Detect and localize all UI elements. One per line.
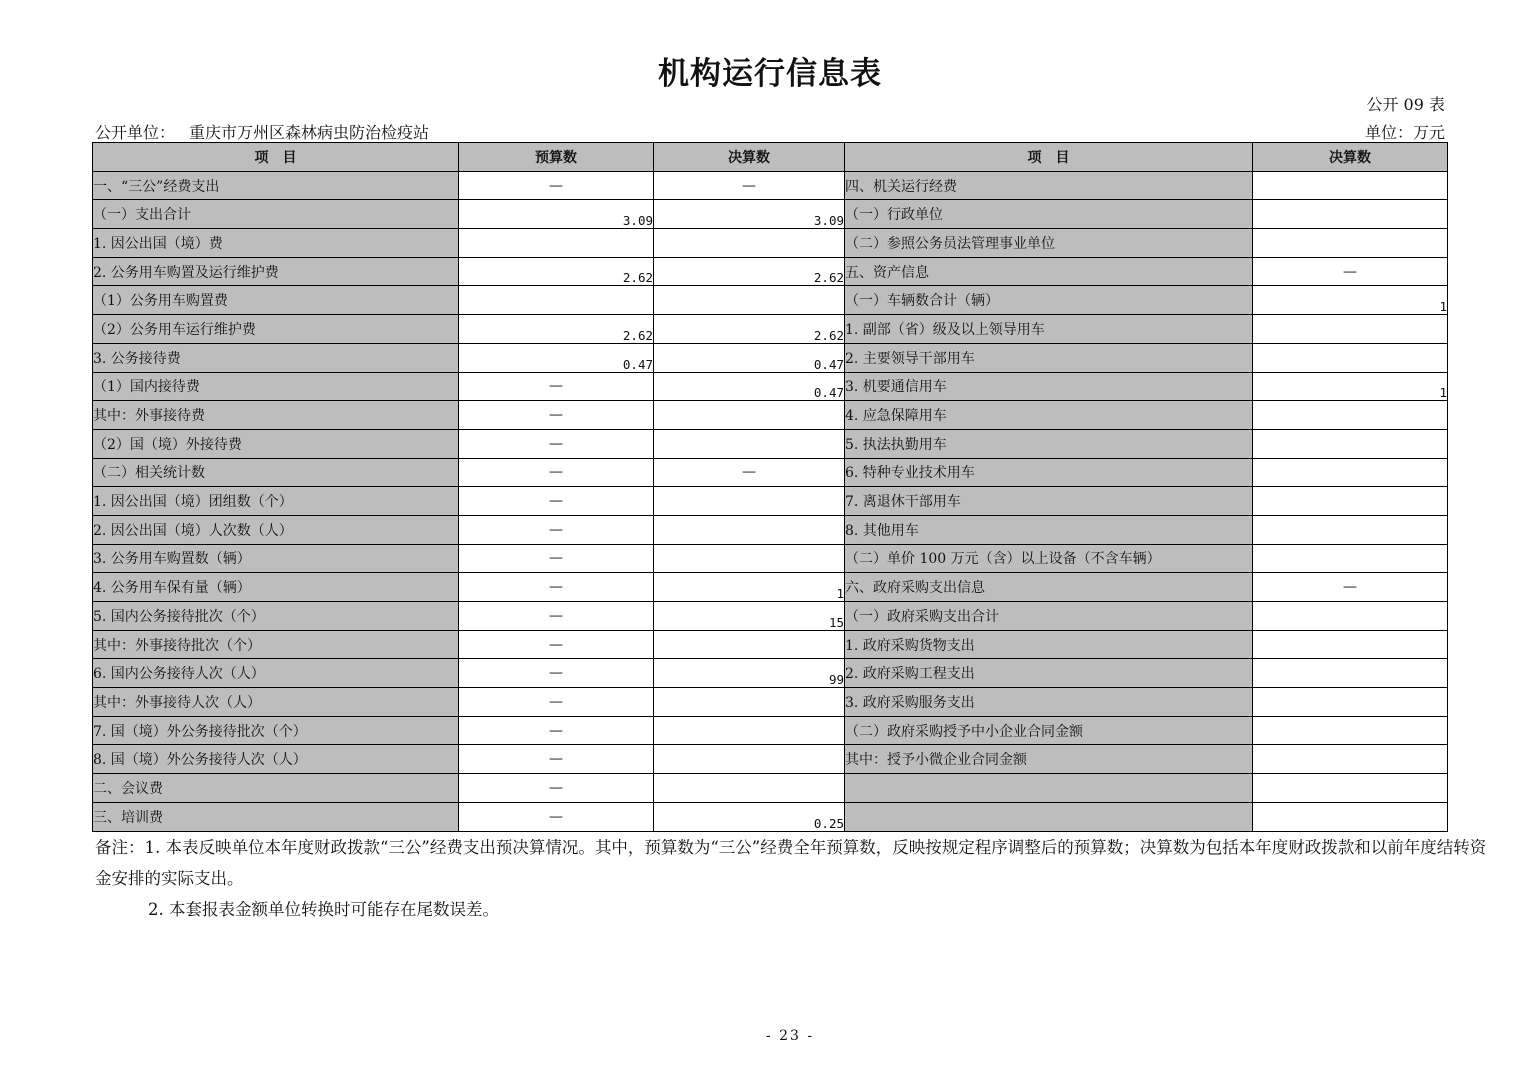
row-budget-cell: — (459, 802, 654, 831)
row-item-right-cell: 7. 离退休干部用车 (845, 487, 1253, 516)
row-final-cell (654, 401, 845, 430)
row-final-cell: — (654, 171, 845, 200)
row-final-right-cell (1253, 315, 1448, 344)
header-budget: 预算数 (459, 143, 654, 172)
row-budget-cell: 0.47 (459, 343, 654, 372)
row-final-right-cell (1253, 343, 1448, 372)
header-final-right: 决算数 (1253, 143, 1448, 172)
row-final-cell (654, 286, 845, 315)
row-item-cell: 3. 公务用车购置数（辆） (93, 544, 459, 573)
row-item-right-cell: 五、资产信息 (845, 257, 1253, 286)
row-item-cell: 其中：外事接待人次（人） (93, 688, 459, 717)
header-item: 项 目 (93, 143, 459, 172)
row-final-cell (654, 745, 845, 774)
row-budget-cell: — (459, 659, 654, 688)
row-final-cell: 2.62 (654, 315, 845, 344)
header-item-right: 项 目 (845, 143, 1253, 172)
table-row (93, 659, 1448, 688)
row-final-right-cell (1253, 659, 1448, 688)
row-final-right-cell (1253, 602, 1448, 631)
row-item-cell: 其中：外事接待费 (93, 401, 459, 430)
table-row (93, 774, 1448, 803)
row-final-cell (654, 774, 845, 803)
table-row (93, 171, 1448, 200)
header-row (93, 143, 1448, 172)
table-row (93, 229, 1448, 258)
row-final-right-cell (1253, 171, 1448, 200)
row-item-right-cell: 3. 政府采购服务支出 (845, 688, 1253, 717)
row-budget-cell: — (459, 774, 654, 803)
table-row (93, 343, 1448, 372)
row-final-cell: 1 (654, 573, 845, 602)
table-row (93, 401, 1448, 430)
row-final-cell (654, 544, 845, 573)
row-item-right-cell: 1. 政府采购货物支出 (845, 630, 1253, 659)
row-budget-cell: 3.09 (459, 200, 654, 229)
row-final-right-cell (1253, 458, 1448, 487)
table-row (93, 429, 1448, 458)
row-item-right-cell: 其中：授予小微企业合同金额 (845, 745, 1253, 774)
row-budget-cell: — (459, 401, 654, 430)
row-final-cell (654, 716, 845, 745)
row-final-cell: — (654, 458, 845, 487)
form-number: 公开 09 表 (1366, 95, 1445, 114)
row-final-right-cell: — (1253, 257, 1448, 286)
row-item-right-cell: 4. 应急保障用车 (845, 401, 1253, 430)
row-final-right-cell: 1 (1253, 372, 1448, 401)
row-budget-cell: — (459, 745, 654, 774)
row-budget-cell: 2.62 (459, 257, 654, 286)
row-budget-cell: — (459, 573, 654, 602)
page-number: - 23 - (765, 1028, 815, 1044)
row-item-cell: （2）公务用车运行维护费 (93, 315, 459, 344)
row-final-cell: 2.62 (654, 257, 845, 286)
row-budget-cell: — (459, 630, 654, 659)
row-item-right-cell: 四、机关运行经费 (845, 171, 1253, 200)
row-final-right-cell (1253, 716, 1448, 745)
row-final-right-cell (1253, 774, 1448, 803)
row-final-right-cell (1253, 802, 1448, 831)
row-item-right-cell: （二）单价 100 万元（含）以上设备（不含车辆） (845, 544, 1253, 573)
row-final-cell (654, 630, 845, 659)
row-item-right-cell: 六、政府采购支出信息 (845, 573, 1253, 602)
row-item-right-cell (845, 774, 1253, 803)
row-item-cell: （2）国（境）外接待费 (93, 429, 459, 458)
row-item-cell: 3. 公务接待费 (93, 343, 459, 372)
row-item-cell: （二）相关统计数 (93, 458, 459, 487)
row-item-right-cell: 6. 特种专业技术用车 (845, 458, 1253, 487)
row-final-cell (654, 487, 845, 516)
row-final-cell (654, 429, 845, 458)
row-item-cell: 三、培训费 (93, 802, 459, 831)
row-budget-cell: 2.62 (459, 315, 654, 344)
table-row (93, 573, 1448, 602)
row-item-right-cell: 5. 执法执勤用车 (845, 429, 1253, 458)
row-budget-cell: — (459, 458, 654, 487)
table-row (93, 688, 1448, 717)
note-1: 备注：1. 本表反映单位本年度财政拨款“三公”经费支出预决算情况。其中，预算数为“三公”经费全年预算数，反映按规定程序调整后的预算数；决算数为包括本年度财政拨款和以前年度结转资金安排的实际支出。 (95, 838, 1487, 888)
row-final-right-cell (1253, 401, 1448, 430)
row-budget-cell: — (459, 602, 654, 631)
row-item-right-cell: 8. 其他用车 (845, 515, 1253, 544)
reporting-unit-name: 重庆市万州区森林病虫防治检疫站 (189, 123, 430, 142)
row-budget-cell: — (459, 487, 654, 516)
row-budget-cell: — (459, 171, 654, 200)
table-row (93, 544, 1448, 573)
header-final: 决算数 (654, 143, 845, 172)
table-row (93, 315, 1448, 344)
row-item-cell: 7. 国（境）外公务接待批次（个） (93, 716, 459, 745)
row-final-right-cell (1253, 229, 1448, 258)
table-body (93, 171, 1448, 831)
row-budget-cell: — (459, 429, 654, 458)
page-title: 机构运行信息表 (658, 56, 882, 92)
row-item-right-cell: （一）行政单位 (845, 200, 1253, 229)
row-final-cell (654, 515, 845, 544)
table-row (93, 745, 1448, 774)
row-final-right-cell (1253, 487, 1448, 516)
row-budget-cell (459, 229, 654, 258)
row-final-cell: 99 (654, 659, 845, 688)
row-budget-cell: — (459, 515, 654, 544)
table-row (93, 372, 1448, 401)
row-final-right-cell (1253, 630, 1448, 659)
row-item-right-cell (845, 802, 1253, 831)
row-final-cell: 3.09 (654, 200, 845, 229)
row-budget-cell: — (459, 372, 654, 401)
row-final-cell: 0.25 (654, 802, 845, 831)
row-item-right-cell: 2. 政府采购工程支出 (845, 659, 1253, 688)
table-row (93, 257, 1448, 286)
table-row (93, 286, 1448, 315)
row-final-right-cell (1253, 544, 1448, 573)
row-final-right-cell (1253, 200, 1448, 229)
row-final-cell (654, 229, 845, 258)
table-row (93, 716, 1448, 745)
row-item-cell: 二、会议费 (93, 774, 459, 803)
note-2: 2. 本套报表金额单位转换时可能存在尾数误差。 (148, 900, 499, 919)
row-item-right-cell: 3. 机要通信用车 (845, 372, 1253, 401)
row-item-right-cell: （一）政府采购支出合计 (845, 602, 1253, 631)
row-item-cell: 1. 因公出国（境）团组数（个） (93, 487, 459, 516)
row-item-cell: （1）国内接待费 (93, 372, 459, 401)
row-item-right-cell: 2. 主要领导干部用车 (845, 343, 1253, 372)
row-item-cell: 2. 因公出国（境）人次数（人） (93, 515, 459, 544)
row-final-cell (654, 688, 845, 717)
row-item-cell: （1）公务用车购置费 (93, 286, 459, 315)
money-unit: 单位：万元 (1364, 123, 1445, 142)
row-final-right-cell (1253, 745, 1448, 774)
row-item-cell: 5. 国内公务接待批次（个） (93, 602, 459, 631)
row-item-right-cell: （二）政府采购授予中小企业合同金额 (845, 716, 1253, 745)
row-item-cell: 4. 公务用车保有量（辆） (93, 573, 459, 602)
row-item-cell: 2. 公务用车购置及运行维护费 (93, 257, 459, 286)
row-final-cell: 0.47 (654, 372, 845, 401)
row-budget-cell: — (459, 716, 654, 745)
table-row (93, 200, 1448, 229)
row-item-cell: （一）支出合计 (93, 200, 459, 229)
row-final-right-cell (1253, 515, 1448, 544)
row-item-cell: 8. 国（境）外公务接待人次（人） (93, 745, 459, 774)
table-row (93, 458, 1448, 487)
row-item-right-cell: （一）车辆数合计（辆） (845, 286, 1253, 315)
row-final-cell: 0.47 (654, 343, 845, 372)
row-final-right-cell: 1 (1253, 286, 1448, 315)
row-item-right-cell: （二）参照公务员法管理事业单位 (845, 229, 1253, 258)
table-row (93, 802, 1448, 831)
table-row (93, 515, 1448, 544)
row-budget-cell: — (459, 688, 654, 717)
reporting-unit-label: 公开单位： (95, 123, 176, 142)
row-final-cell: 15 (654, 602, 845, 631)
table-row (93, 487, 1448, 516)
row-item-cell: 1. 因公出国（境）费 (93, 229, 459, 258)
row-item-cell: 一、“三公”经费支出 (93, 171, 459, 200)
row-item-cell: 6. 国内公务接待人次（人） (93, 659, 459, 688)
row-budget-cell (459, 286, 654, 315)
reporting-unit (95, 120, 429, 143)
table-row (93, 630, 1448, 659)
table-row (93, 602, 1448, 631)
row-final-right-cell (1253, 688, 1448, 717)
row-final-right-cell (1253, 429, 1448, 458)
row-item-right-cell: 1. 副部（省）级及以上领导用车 (845, 315, 1253, 344)
row-final-right-cell: — (1253, 573, 1448, 602)
info-table (92, 142, 1448, 832)
row-item-cell: 其中：外事接待批次（个） (93, 630, 459, 659)
row-budget-cell: — (459, 544, 654, 573)
